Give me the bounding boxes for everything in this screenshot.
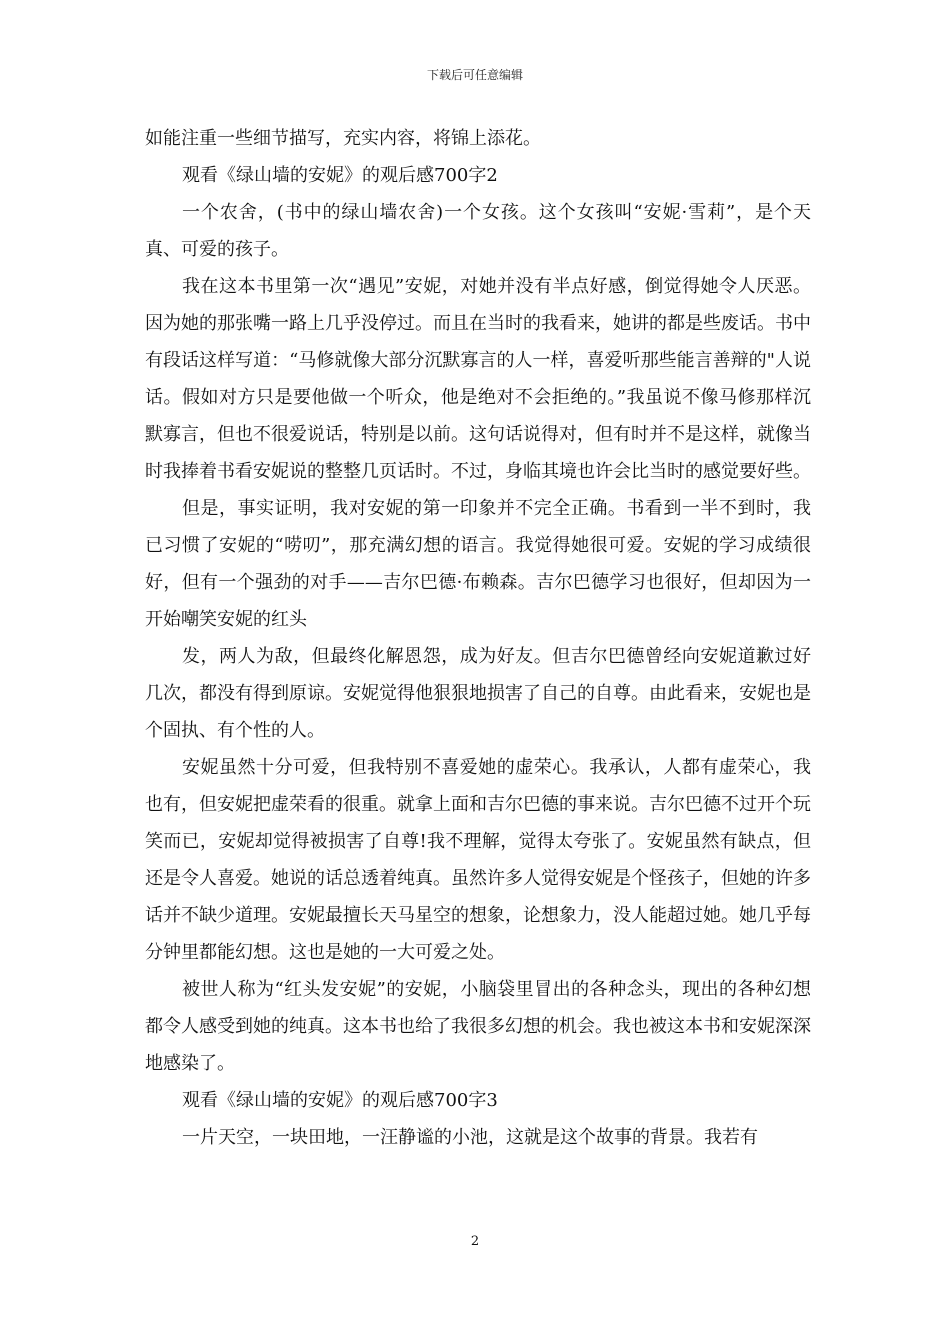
page-number: 2 bbox=[470, 1234, 480, 1249]
paragraph: 安妮虽然十分可爱，但我特别不喜爱她的虚荣心。我承认，人都有虚荣心，我也有，但安妮把虚荣看的很重。就拿上面和吉尔巴德的事来说。吉尔巴德不过开个玩笑而已，安妮却觉得被损害了自尊!我不理解，觉得太夸张了。安妮虽然有缺点，但还是令人喜爱。她说的话总透着纯真。虽然许多人觉得安妮是个怪孩子，但她的许多话并不缺少道理。安妮最擅长天马星空的想象，论想象力，没人能超过她。她几乎每分钟里都能幻想。这也是她的一大可爱之处。 bbox=[145, 757, 811, 963]
paragraph: 如能注重一些细节描写，充实内容，将锦上添花。 bbox=[145, 128, 541, 149]
paragraph: 一片天空，一块田地，一汪静谧的小池，这就是这个故事的背景。我若有 bbox=[182, 1127, 758, 1148]
paragraph: 发，两人为敌，但最终化解恩怨，成为好友。但吉尔巴德曾经向安妮道歉过好几次，都没有得到原谅。安妮觉得他狠狠地损害了自己的自尊。由此看来，安妮也是个固执、有个性的人。 bbox=[145, 646, 811, 741]
paragraph: 被世人称为“红头发安妮”的安妮，小脑袋里冒出的各种念头，现出的各种幻想都令人感受到她的纯真。这本书也给了我很多幻想的机会。我也被这本书和安妮深深地感染了。 bbox=[145, 979, 811, 1074]
document-body bbox=[145, 120, 811, 1156]
section-heading: 观看《绿山墙的安妮》的观后感700字2 bbox=[182, 165, 498, 186]
paragraph: 但是，事实证明，我对安妮的第一印象并不完全正确。书看到一半不到时，我已习惯了安妮的“唠叨”，那充满幻想的语言。我觉得她很可爱。安妮的学习成绩很好，但有一个强劲的对手——吉尔巴德·布赖森。吉尔巴德学习也很好，但却因为一开始嘲笑安妮的红头 bbox=[145, 498, 811, 630]
paragraph: 一个农舍，(书中的绿山墙农舍)一个女孩。这个女孩叫“安妮·雪莉”，是个天真、可爱的孩子。 bbox=[145, 202, 811, 260]
section-heading: 观看《绿山墙的安妮》的观后感700字3 bbox=[182, 1090, 498, 1111]
page-header: 下载后可任意编辑 bbox=[426, 68, 523, 82]
paragraph: 我在这本书里第一次“遇见”安妮，对她并没有半点好感，倒觉得她令人厌恶。因为她的那张嘴一路上几乎没停过。而且在当时的我看来，她讲的都是些废话。书中有段话这样写道：“马修就像大部分沉默寡言的人一样，喜爱听那些能言善辩的"人说话。假如对方只是要他做一个听众，他是绝对不会拒绝的。”我虽说不像马修那样沉默寡言，但也不很爱说话，特别是以前。这句话说得对，但有时并不是这样，就像当时我捧着书看安妮说的整整几页话时。不过，身临其境也许会比当时的感觉要好些。 bbox=[145, 276, 811, 482]
